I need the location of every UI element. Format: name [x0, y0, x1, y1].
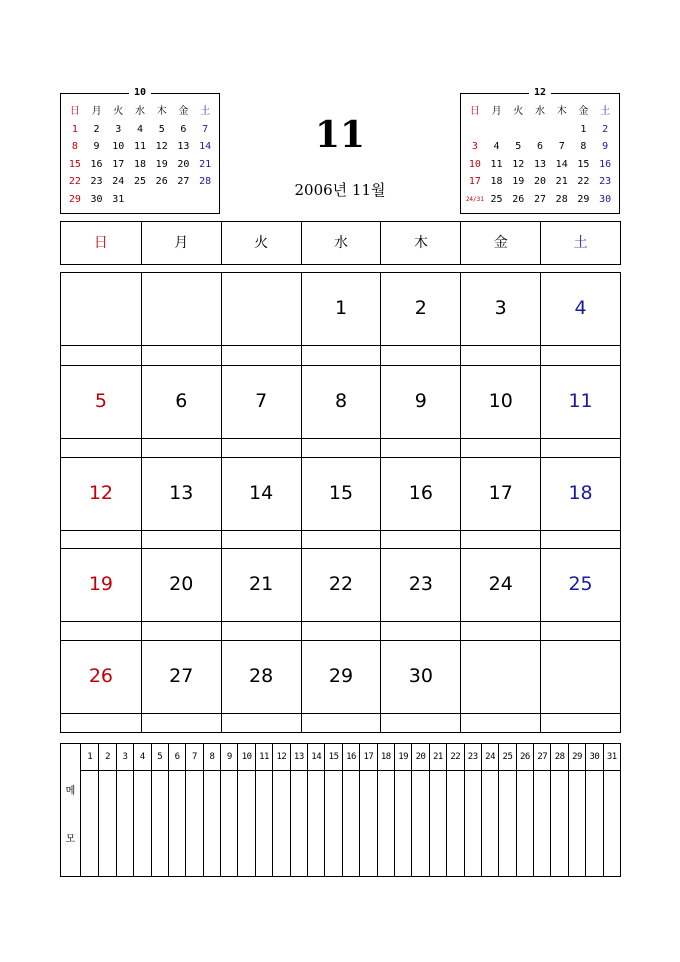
mini-day: 7 [558, 141, 565, 152]
mini-day: 4 [493, 141, 500, 152]
day-cell[interactable] [460, 365, 540, 457]
memo-day-column[interactable] [81, 744, 98, 876]
mini-day: 26 [512, 193, 525, 205]
day-number: 18 [568, 481, 593, 504]
mini-day: 28 [199, 176, 212, 187]
mini-day: 20 [177, 158, 190, 170]
day-cell[interactable] [221, 457, 301, 549]
mini-day: 9 [602, 141, 609, 152]
mini-day: 10 [112, 141, 125, 152]
mini-day: 29 [577, 193, 590, 205]
mini-weekday-1: 月 [491, 106, 502, 117]
memo-day-columns [81, 744, 620, 876]
day-number: 22 [328, 573, 354, 596]
mini-weekday-4: 木 [556, 106, 567, 117]
memo-day-number: 8 [204, 744, 220, 771]
memo-day-number: 2 [99, 744, 115, 771]
mini-day: 20 [533, 176, 547, 187]
memo-day-number: 30 [586, 744, 602, 771]
day-note-strip[interactable] [222, 438, 301, 457]
memo-label-top: 메 [65, 786, 76, 797]
mini-day: 15 [68, 158, 81, 170]
memo-day-number: 19 [395, 744, 411, 771]
day-number: 10 [488, 389, 513, 412]
day-number [222, 273, 301, 343]
mini-day: 12 [512, 158, 525, 170]
memo-day-column[interactable] [151, 744, 168, 876]
day-note-strip[interactable] [142, 438, 221, 457]
weekday-header-5: 金 [460, 222, 540, 264]
mini-day: 28 [555, 193, 568, 205]
mini-weekday-0: 日 [69, 106, 80, 117]
weekday-header-1: 月 [141, 222, 221, 264]
day-cell[interactable] [460, 457, 540, 549]
mini-day: 25 [133, 176, 147, 187]
day-cell[interactable] [221, 548, 301, 640]
day-note-strip[interactable] [541, 713, 620, 732]
mini-day: 13 [533, 158, 547, 170]
mini-day: 27 [533, 193, 547, 205]
mini-day: 25 [490, 193, 503, 205]
mini-day: 10 [468, 158, 481, 170]
memo-day-number: 28 [551, 744, 567, 771]
day-number: 19 [88, 573, 114, 596]
day-note-strip[interactable] [222, 530, 301, 549]
day-cell[interactable] [221, 365, 301, 457]
memo-day-number: 17 [360, 744, 376, 771]
year-month-subtitle: 2006년 11월 [294, 181, 386, 199]
weekday-header-6: 土 [540, 222, 620, 264]
mini-weekday-0: 日 [469, 106, 480, 117]
mini-day: 30 [599, 193, 612, 205]
day-number: 24 [488, 573, 513, 596]
day-number: 14 [249, 481, 274, 504]
mini-day: 11 [133, 141, 147, 152]
mini-day: 30 [90, 193, 103, 205]
day-number: 4 [574, 297, 587, 319]
memo-section [60, 743, 621, 877]
mini-day: 26 [155, 176, 168, 187]
mini-day: 15 [577, 158, 590, 170]
mini-day: 23 [90, 176, 103, 187]
memo-day-column[interactable] [377, 744, 394, 876]
day-number: 17 [488, 481, 513, 504]
day-note-strip[interactable] [541, 345, 620, 365]
mini-day [194, 191, 216, 209]
mini-calendar-prev-month-label: 10 [129, 86, 151, 100]
month-number-title: 11 [314, 114, 366, 156]
day-cell[interactable] [540, 548, 620, 640]
day-number: 5 [94, 389, 107, 412]
memo-day-number: 29 [569, 744, 585, 771]
day-number: 2 [414, 297, 427, 319]
day-number: 1 [334, 297, 348, 319]
mini-day: 23 [599, 176, 612, 187]
mini-day: 29 [68, 193, 81, 205]
day-cell[interactable] [540, 273, 620, 365]
memo-day-column[interactable] [464, 744, 481, 876]
mini-day [173, 191, 195, 209]
memo-day-number: 25 [499, 744, 515, 771]
day-note-strip[interactable] [461, 345, 540, 365]
mini-day: 2 [93, 123, 100, 135]
day-note-strip[interactable] [142, 530, 221, 549]
memo-day-column[interactable] [307, 744, 324, 876]
memo-day-column[interactable] [498, 744, 515, 876]
memo-day-column[interactable] [585, 744, 602, 876]
memo-day-column[interactable] [116, 744, 133, 876]
memo-day-column[interactable] [533, 744, 550, 876]
day-number: 12 [88, 481, 114, 504]
day-cell[interactable] [221, 640, 301, 732]
memo-day-column[interactable] [168, 744, 185, 876]
day-note-strip[interactable] [381, 345, 460, 365]
month-calendar-grid [60, 272, 621, 733]
mini-day: 22 [577, 176, 590, 187]
mini-day: 27 [177, 176, 190, 187]
mini-day: 18 [133, 158, 147, 170]
memo-day-number: 31 [604, 744, 620, 771]
weekday-header-3: 水 [301, 222, 381, 264]
mini-weekday-1: 月 [91, 106, 102, 117]
mini-day: 13 [177, 141, 190, 152]
day-number: 16 [408, 481, 433, 504]
mini-calendar-next-grid [464, 103, 616, 208]
day-cell[interactable] [540, 365, 620, 457]
mini-day [507, 121, 529, 139]
mini-day: 21 [555, 176, 568, 187]
day-cell[interactable] [380, 548, 460, 640]
memo-day-number: 1 [81, 744, 98, 771]
day-note-strip[interactable] [142, 621, 221, 640]
memo-day-number: 23 [465, 744, 481, 771]
day-number: 28 [249, 665, 274, 688]
memo-day-column[interactable] [516, 744, 533, 876]
day-number [61, 273, 141, 343]
day-number: 11 [568, 389, 593, 412]
mini-day: 5 [515, 141, 522, 152]
mini-day: 22 [68, 176, 81, 187]
weekday-header-2: 火 [221, 222, 301, 264]
day-cell[interactable] [380, 640, 460, 732]
mini-day: 6 [180, 123, 187, 135]
memo-day-number: 5 [152, 744, 168, 771]
memo-label-bottom: 모 [65, 834, 76, 845]
day-number: 6 [175, 389, 188, 412]
memo-day-column[interactable] [411, 744, 428, 876]
mini-day: 7 [202, 123, 209, 135]
day-cell[interactable] [61, 548, 141, 640]
day-cell[interactable] [380, 365, 460, 457]
weekday-header-4: 木 [380, 222, 460, 264]
mini-day: 4 [136, 123, 143, 135]
day-note-strip[interactable] [142, 713, 221, 732]
mini-day [551, 121, 573, 139]
memo-day-number: 22 [447, 744, 463, 771]
day-number [541, 641, 620, 711]
memo-day-number: 13 [291, 744, 307, 771]
day-number: 25 [568, 573, 593, 596]
mini-day: 17 [112, 158, 125, 170]
mini-weekday-2: 火 [513, 106, 524, 117]
day-number: 13 [169, 481, 194, 504]
day-cell[interactable] [141, 365, 221, 457]
day-cell[interactable] [221, 273, 301, 365]
memo-day-number: 20 [412, 744, 428, 771]
day-cell[interactable] [61, 457, 141, 549]
day-note-strip[interactable] [142, 345, 221, 365]
day-number: 7 [255, 389, 268, 412]
memo-day-number: 6 [169, 744, 185, 771]
day-note-strip[interactable] [381, 438, 460, 457]
day-number: 20 [169, 573, 194, 596]
day-cell[interactable] [301, 273, 381, 365]
memo-day-column[interactable] [220, 744, 237, 876]
day-number: 15 [328, 481, 354, 504]
mini-day: 31 [112, 193, 125, 205]
day-note-strip[interactable] [61, 438, 141, 457]
memo-day-column[interactable] [342, 744, 359, 876]
mini-weekday-5: 金 [178, 106, 189, 117]
mini-day [529, 121, 551, 139]
memo-day-number: 21 [430, 744, 446, 771]
day-cell[interactable] [301, 640, 381, 732]
memo-day-number: 7 [186, 744, 202, 771]
mini-day: 24 [112, 176, 125, 187]
day-cell[interactable] [460, 640, 540, 732]
mini-day: 8 [580, 141, 587, 152]
day-note-strip[interactable] [222, 713, 301, 732]
day-note-strip[interactable] [461, 438, 540, 457]
day-cell[interactable] [141, 273, 221, 365]
day-cell[interactable] [540, 640, 620, 732]
day-number: 29 [328, 665, 354, 688]
weekday-header-row [60, 221, 621, 265]
mini-day: 19 [155, 158, 168, 170]
day-note-strip[interactable] [61, 345, 141, 365]
day-note-strip[interactable] [381, 621, 460, 640]
mini-day [486, 121, 508, 139]
day-number: 9 [414, 389, 427, 412]
mini-day: 16 [90, 158, 103, 170]
day-note-strip[interactable] [381, 530, 460, 549]
day-note-strip[interactable] [302, 530, 381, 549]
day-note-strip[interactable] [222, 621, 301, 640]
day-number: 27 [169, 665, 194, 688]
memo-day-column[interactable] [324, 744, 341, 876]
day-note-strip[interactable] [61, 530, 141, 549]
mini-day [464, 121, 486, 139]
memo-day-column[interactable] [603, 744, 620, 876]
day-cell[interactable] [301, 548, 381, 640]
mini-calendar-prev-grid [64, 103, 216, 208]
day-number: 3 [494, 297, 507, 319]
mini-day: 11 [490, 158, 503, 170]
mini-day: 2 [602, 123, 609, 135]
mini-day: 6 [536, 141, 543, 152]
day-number [461, 641, 540, 711]
mini-weekday-2: 火 [113, 106, 124, 117]
day-note-strip[interactable] [461, 713, 540, 732]
day-note-strip[interactable] [381, 713, 460, 732]
memo-day-column[interactable] [446, 744, 463, 876]
memo-day-number: 24 [482, 744, 498, 771]
mini-day: 14 [555, 158, 568, 170]
weekday-header-0: 日 [93, 235, 108, 251]
day-note-strip[interactable] [541, 530, 620, 549]
mini-weekday-5: 金 [578, 106, 589, 117]
day-cell[interactable] [141, 457, 221, 549]
day-number: 30 [408, 665, 433, 688]
mini-weekday-4: 木 [156, 106, 167, 117]
day-note-strip[interactable] [302, 438, 381, 457]
day-cell[interactable] [61, 640, 141, 732]
memo-day-column[interactable] [98, 744, 115, 876]
memo-day-column[interactable] [481, 744, 498, 876]
memo-day-column[interactable] [550, 744, 567, 876]
mini-day: 12 [155, 141, 168, 152]
memo-day-number: 15 [325, 744, 341, 771]
day-note-strip[interactable] [461, 621, 540, 640]
memo-day-column[interactable] [568, 744, 585, 876]
memo-day-column[interactable] [133, 744, 150, 876]
mini-day: 3 [471, 141, 478, 152]
day-cell[interactable] [141, 548, 221, 640]
memo-day-column[interactable] [359, 744, 376, 876]
day-note-strip[interactable] [461, 530, 540, 549]
memo-day-column[interactable] [394, 744, 411, 876]
mini-weekday-6: 土 [600, 106, 611, 117]
day-cell[interactable] [460, 548, 540, 640]
mini-day: 14 [199, 141, 212, 152]
memo-label [61, 744, 81, 876]
mini-day [129, 191, 151, 209]
day-cell[interactable] [380, 273, 460, 365]
mini-day: 19 [512, 176, 525, 187]
mini-day: 24/31 [465, 195, 484, 203]
memo-day-number: 26 [517, 744, 533, 771]
day-note-strip[interactable] [302, 621, 381, 640]
memo-day-column[interactable] [255, 744, 272, 876]
day-cell[interactable] [380, 457, 460, 549]
memo-day-number: 11 [256, 744, 272, 771]
day-number: 26 [88, 665, 114, 688]
mini-day [151, 191, 173, 209]
day-note-strip[interactable] [302, 345, 381, 365]
day-cell[interactable] [460, 273, 540, 365]
memo-day-number: 9 [221, 744, 237, 771]
memo-day-column[interactable] [203, 744, 220, 876]
memo-day-number: 4 [134, 744, 150, 771]
mini-calendar-prev-month [60, 87, 220, 214]
memo-day-number: 16 [343, 744, 359, 771]
memo-day-number: 14 [308, 744, 324, 771]
memo-day-number: 10 [238, 744, 254, 771]
day-note-strip[interactable] [541, 621, 620, 640]
memo-day-number: 18 [378, 744, 394, 771]
mini-day: 1 [71, 123, 78, 135]
mini-day: 16 [599, 158, 612, 170]
mini-weekday-3: 水 [534, 106, 545, 117]
day-note-strip[interactable] [222, 345, 301, 365]
mini-day: 3 [115, 123, 122, 135]
mini-weekday-6: 土 [200, 106, 211, 117]
day-note-strip[interactable] [541, 438, 620, 457]
day-number: 21 [249, 573, 274, 596]
mini-day: 18 [490, 176, 503, 187]
day-cell[interactable] [540, 457, 620, 549]
day-cell[interactable] [61, 273, 141, 365]
mini-day: 21 [199, 158, 212, 170]
memo-day-column[interactable] [429, 744, 446, 876]
mini-day: 8 [71, 141, 78, 152]
memo-day-column[interactable] [185, 744, 202, 876]
day-number [142, 273, 221, 343]
day-note-strip[interactable] [61, 621, 141, 640]
mini-calendar-next-month-label: 12 [529, 86, 551, 100]
memo-day-number: 27 [534, 744, 550, 771]
memo-day-column[interactable] [272, 744, 289, 876]
memo-day-number: 12 [273, 744, 289, 771]
day-cell[interactable] [61, 365, 141, 457]
mini-day: 5 [158, 123, 165, 135]
day-number: 8 [334, 389, 348, 412]
day-cell[interactable] [301, 365, 381, 457]
day-number: 23 [408, 573, 433, 596]
memo-day-number: 3 [117, 744, 133, 771]
mini-day: 17 [468, 176, 481, 187]
day-cell[interactable] [301, 457, 381, 549]
mini-day: 9 [93, 141, 100, 152]
day-note-strip[interactable] [61, 713, 141, 732]
memo-day-column[interactable] [237, 744, 254, 876]
mini-calendar-next-month [460, 87, 620, 214]
day-note-strip[interactable] [302, 713, 381, 732]
memo-day-column[interactable] [290, 744, 307, 876]
mini-day: 1 [580, 123, 587, 135]
day-cell[interactable] [141, 640, 221, 732]
mini-weekday-3: 水 [134, 106, 145, 117]
